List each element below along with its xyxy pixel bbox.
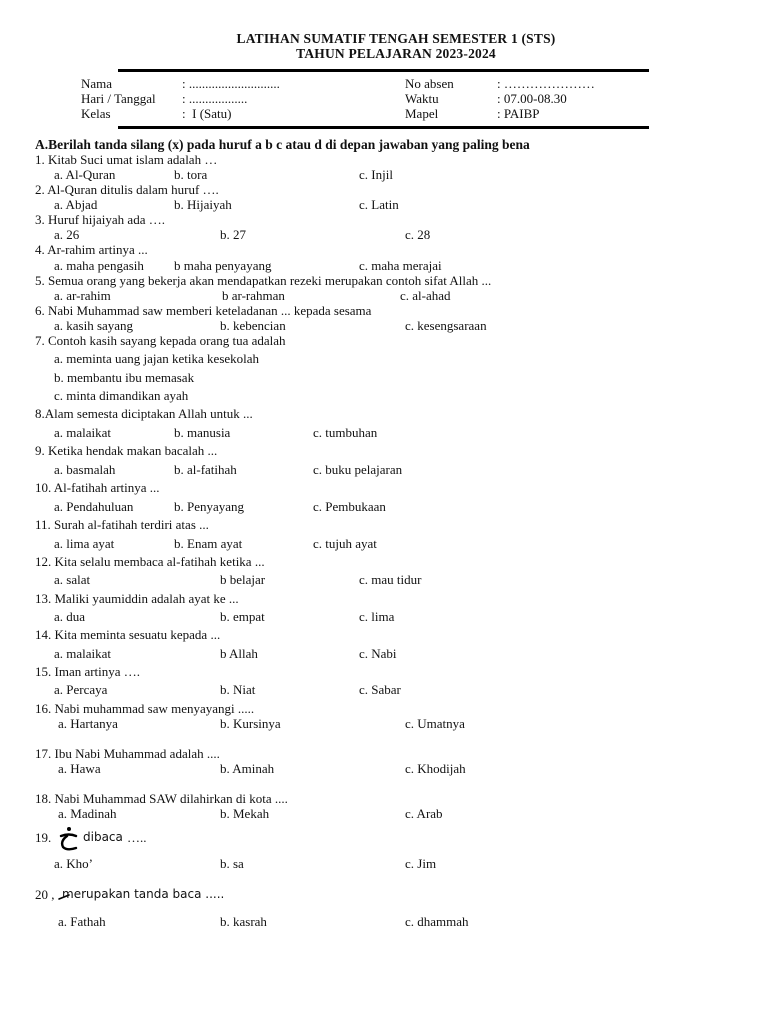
mapel-label: Mapel <box>405 106 439 121</box>
question-15: 15. Iman artinya …. <box>35 664 141 679</box>
q2-option-c: c. Latin <box>359 197 399 212</box>
hari-label: Hari / Tanggal <box>81 91 156 106</box>
q10-option-a: a. Pendahuluan <box>54 499 134 514</box>
question-19-dots: ….. <box>127 830 147 845</box>
q8-option-c: c. tumbuhan <box>313 425 378 440</box>
question-3: 3. Huruf hijaiyah ada …. <box>35 212 165 227</box>
question-5: 5. Semua orang yang bekerja akan mendapatkan rezeki merupakan contoh sifat Allah ... <box>35 273 492 288</box>
q20-option-c: c. dhammah <box>405 914 469 929</box>
mapel-value: : PAIBP <box>497 106 540 121</box>
q12-option-a: a. salat <box>54 572 91 587</box>
q17-option-a: a. Hawa <box>58 761 101 776</box>
nama-value: : ............................ <box>182 76 280 91</box>
kelas-value: : I (Satu) <box>182 106 232 121</box>
question-19-number: 19. <box>35 830 52 845</box>
q2-option-a: a. Abjad <box>54 197 98 212</box>
q19-option-c: c. Jim <box>405 856 437 871</box>
q5-option-b: b ar-rahman <box>222 288 285 303</box>
q4-option-b: b maha penyayang <box>174 258 272 273</box>
arabic-letter-kha-icon <box>58 826 80 852</box>
q14-option-b: b Allah <box>220 646 258 661</box>
q15-option-c: c. Sabar <box>359 682 401 697</box>
q14-option-c: c. Nabi <box>359 646 397 661</box>
waktu-label: Waktu <box>405 91 439 106</box>
q11-option-a: a. lima ayat <box>54 536 115 551</box>
question-10: 10. Al-fatihah artinya ... <box>35 480 160 495</box>
question-6: 6. Nabi Muhammad saw memberi keteladanan ... kepada sesama <box>35 303 372 318</box>
question-7: 7. Contoh kasih sayang kepada orang tua adalah <box>35 333 286 348</box>
q10-option-b: b. Penyayang <box>174 499 245 514</box>
q6-option-b: b. kebencian <box>220 318 286 333</box>
question-17: 17. Ibu Nabi Muhammad adalah .... <box>35 746 220 761</box>
question-4: 4. Ar-rahim artinya ... <box>35 242 148 257</box>
absen-value: : ………………… <box>497 76 595 91</box>
top-divider <box>118 69 649 72</box>
q18-option-b: b. Mekah <box>220 806 270 821</box>
q18-option-c: c. Arab <box>405 806 443 821</box>
q17-option-c: c. Khodijah <box>405 761 466 776</box>
q7-option-a: a. meminta uang jajan ketika kesekolah <box>54 351 260 366</box>
nama-label: Nama <box>81 76 113 91</box>
hari-value: : .................. <box>182 91 248 106</box>
question-20-number: 20 , <box>35 887 55 902</box>
q11-option-c: c. tujuh ayat <box>313 536 377 551</box>
q3-option-b: b. 27 <box>220 227 246 242</box>
q2-option-b: b. Hijaiyah <box>174 197 232 212</box>
q5-option-c: c. al-ahad <box>400 288 451 303</box>
q4-option-c: c. maha merajai <box>359 258 442 273</box>
q13-option-a: a. dua <box>54 609 86 624</box>
q9-option-c: c. buku pelajaran <box>313 462 403 477</box>
q19-option-a: a. Kho’ <box>54 856 93 871</box>
q1-option-c: c. Injil <box>359 167 393 182</box>
q9-option-b: b. al-fatihah <box>174 462 237 477</box>
question-16: 16. Nabi muhammad saw menyayangi ..... <box>35 701 255 716</box>
kelas-label: Kelas <box>81 106 111 121</box>
q10-option-c: c. Pembukaan <box>313 499 386 514</box>
q9-option-a: a. basmalah <box>54 462 116 477</box>
question-9: 9. Ketika hendak makan bacalah ... <box>35 443 218 458</box>
q16-option-c: c. Umatnya <box>405 716 465 731</box>
q5-option-a: a. ar-rahim <box>54 288 111 303</box>
q7-option-b: b. membantu ibu memasak <box>54 370 195 385</box>
question-11: 11. Surah al-fatihah terdiri atas ... <box>35 517 209 532</box>
q1-option-a: a. Al-Quran <box>54 167 116 182</box>
q13-option-c: c. lima <box>359 609 395 624</box>
academic-year: TAHUN PELAJARAN 2023-2024 <box>296 46 496 61</box>
q8-option-a: a. malaikat <box>54 425 112 440</box>
question-2: 2. Al-Quran ditulis dalam huruf …. <box>35 182 219 197</box>
waktu-value: : 07.00-08.30 <box>497 91 567 106</box>
absen-label: No absen <box>405 76 454 91</box>
q3-option-a: a. 26 <box>54 227 80 242</box>
q4-option-a: a. maha pengasih <box>54 258 144 273</box>
q14-option-a: a. malaikat <box>54 646 112 661</box>
q13-option-b: b. empat <box>220 609 265 624</box>
q12-option-c: c. mau tidur <box>359 572 422 587</box>
q20-option-a: a. Fathah <box>58 914 106 929</box>
q17-option-b: b. Aminah <box>220 761 275 776</box>
question-19-text: dibaca <box>83 830 123 844</box>
q16-option-a: a. Hartanya <box>58 716 118 731</box>
q8-option-b: b. manusia <box>174 425 231 440</box>
q19-option-b: b. sa <box>220 856 244 871</box>
bottom-divider <box>118 126 649 129</box>
section-a-instruction: A.Berilah tanda silang (x) pada huruf a b c atau d di depan jawaban yang paling bena <box>35 137 530 152</box>
q15-option-a: a. Percaya <box>54 682 108 697</box>
question-18: 18. Nabi Muhammad SAW dilahirkan di kota .... <box>35 791 288 806</box>
q6-option-a: a. kasih sayang <box>54 318 134 333</box>
q3-option-c: c. 28 <box>405 227 431 242</box>
q11-option-b: b. Enam ayat <box>174 536 243 551</box>
question-1: 1. Kitab Suci umat islam adalah … <box>35 152 218 167</box>
q18-option-a: a. Madinah <box>58 806 117 821</box>
q16-option-b: b. Kursinya <box>220 716 281 731</box>
q12-option-b: b belajar <box>220 572 266 587</box>
question-8: 8.Alam semesta diciptakan Allah untuk ... <box>35 406 253 421</box>
question-20-text: merupakan tanda baca ..... <box>62 887 225 901</box>
question-13: 13. Maliki yaumiddin adalah ayat ke ... <box>35 591 239 606</box>
q1-option-b: b. tora <box>174 167 208 182</box>
question-14: 14. Kita meminta sesuatu kepada ... <box>35 627 221 642</box>
q6-option-c: c. kesengsaraan <box>405 318 487 333</box>
q15-option-b: b. Niat <box>220 682 256 697</box>
q20-option-b: b. kasrah <box>220 914 267 929</box>
exam-title: LATIHAN SUMATIF TENGAH SEMESTER 1 (STS) <box>236 31 556 46</box>
q7-option-c: c. minta dimandikan ayah <box>54 388 189 403</box>
question-12: 12. Kita selalu membaca al-fatihah ketika ... <box>35 554 265 569</box>
